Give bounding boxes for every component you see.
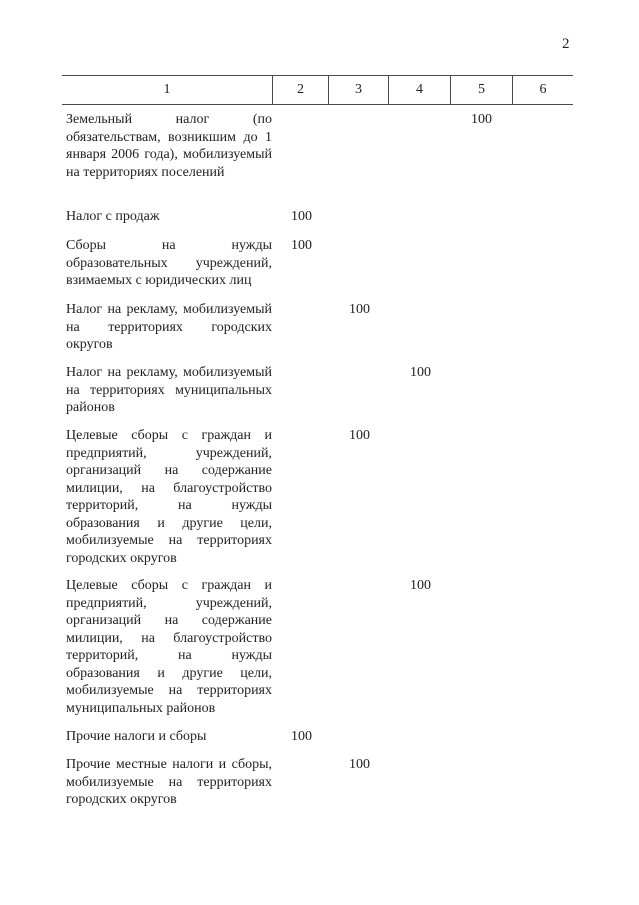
column-header-2: 2: [297, 82, 304, 97]
row-label: Целевые сборы с граждан и предприятий, учреждений, организаций на содержание милиции, на благоустройство территорий, на нужды образования и другие цели, мобилизуемые на территориях городских округов: [66, 428, 272, 566]
row-label: Сборы на нужды образовательных учреждений, взимаемых с юридических лиц: [66, 238, 272, 288]
row-value: 100: [291, 729, 312, 744]
row-value: 100: [410, 578, 431, 593]
column-header-1: 1: [163, 82, 171, 97]
row-label: Прочие местные налоги и сборы, мобилизуемые на территориях городских округов: [66, 757, 272, 807]
row-label: Налог с продаж: [66, 209, 160, 224]
row-value: 100: [410, 365, 431, 380]
header-top-rule: [62, 75, 573, 76]
column-header-3: 3: [355, 82, 362, 97]
page-number: 2: [562, 36, 570, 52]
row-label: Налог на рекламу, мобилизуемый на территориях городских округов: [66, 302, 272, 352]
row-label: Налог на рекламу, мобилизуемый на территориях муниципальных районов: [66, 365, 272, 415]
row-value: 100: [471, 112, 492, 127]
header-bottom-rule: [62, 104, 573, 105]
row-value: 100: [291, 209, 312, 224]
column-header-6: 6: [539, 82, 547, 97]
column-header-4: 4: [416, 82, 423, 97]
row-label: Прочие налоги и сборы: [66, 729, 207, 744]
row-value: 100: [349, 757, 370, 772]
row-value: 100: [291, 238, 312, 253]
row-label: Земельный налог (по обязательствам, возникшим до 1 января 2006 года), мобилизуемый на территориях поселений: [66, 112, 272, 180]
column-header-5: 5: [478, 82, 485, 97]
row-label: Целевые сборы с граждан и предприятий, учреждений, организаций на содержание милиции, на благоустройство территорий, на нужды образования и другие цели, мобилизуемые на территориях муниципальных районов: [66, 578, 272, 716]
row-value: 100: [349, 302, 370, 317]
row-value: 100: [349, 428, 370, 443]
